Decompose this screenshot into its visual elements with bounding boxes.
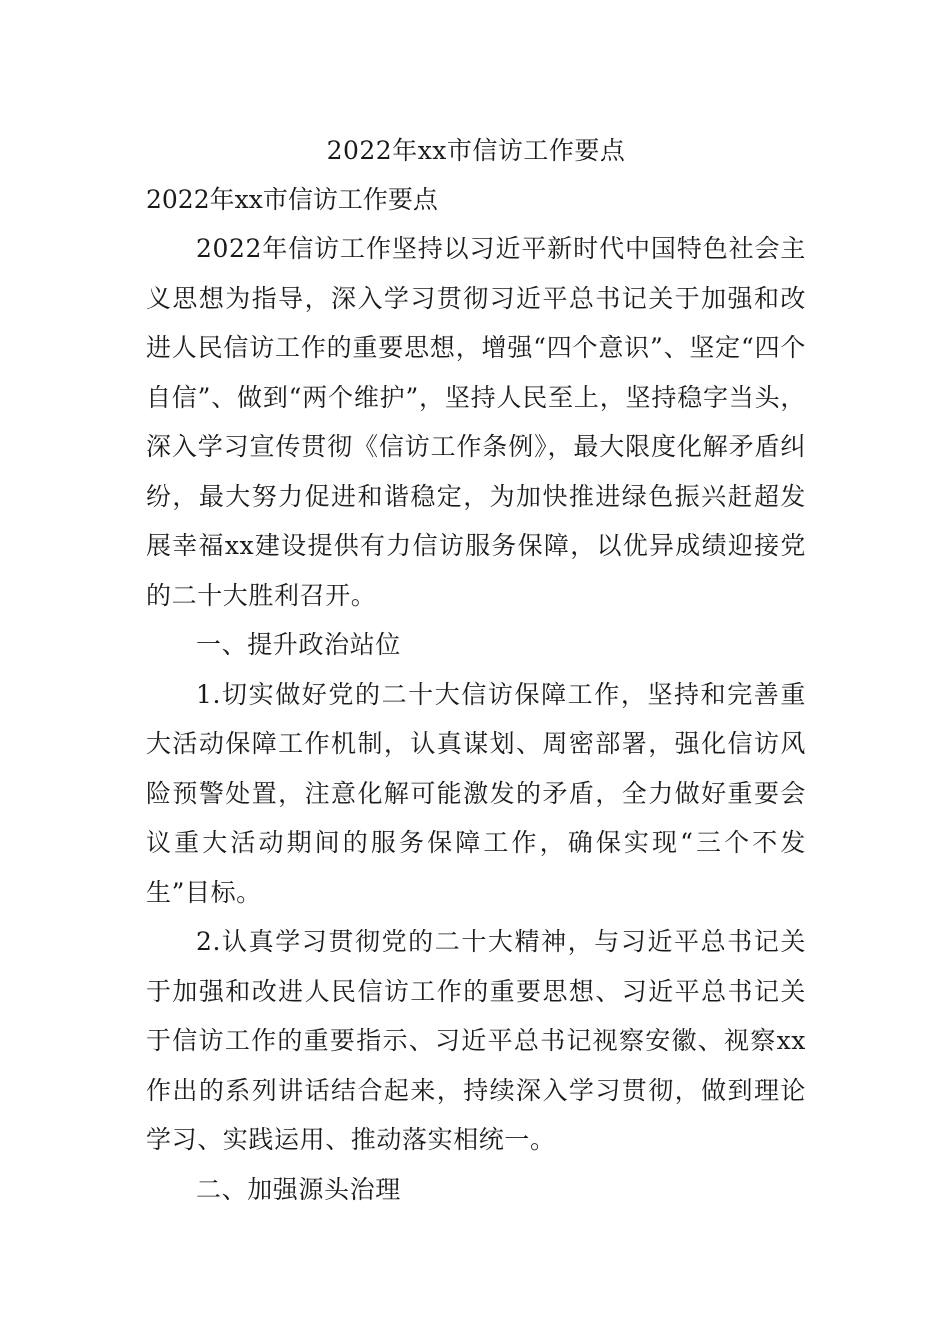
section-heading-1: 一、提升政治站位 xyxy=(196,630,401,659)
document-body xyxy=(146,126,806,1214)
item-paragraph-1: 1.切实做好党的二十大信访保障工作，坚持和完善重大活动保障工作机制，认真谋划、周密部署，强化信访风险预警处置，注意化解可能激发的矛盾，全力做好重要会议重大活动期间的服务保障工作，确保实现“三个不发生”目标。 xyxy=(146,679,806,907)
document-subtitle: 2022年xx市信访工作要点 xyxy=(146,185,438,214)
item-paragraph-2: 2.认真学习贯彻党的二十大精神，与习近平总书记关于加强和改进人民信访工作的重要思想、习近平总书记关于信访工作的重要指示、习近平总书记视察安徽、视察xx作出的系列讲话结合起来，持续深入学习贯彻，做到理论学习、实践运用、推动落实相统一。 xyxy=(146,927,806,1154)
intro-paragraph: 2022年信访工作坚持以习近平新时代中国特色社会主义思想为指导，深入学习贯彻习近平总书记关于加强和改进人民信访工作的重要思想，增强“四个意识”、坚定“四个自信”、做到“两个维护”，坚持人民至上，坚持稳字当头，深入学习宣传贯彻《信访工作条例》，最大限度化解矛盾纠纷，最大努力促进和谐稳定，为加快推进绿色振兴赶超发展幸福xx建设提供有力信访服务保障，以优异成绩迎接党的二十大胜利召开。 xyxy=(146,234,806,610)
document-title: 2022年xx市信访工作要点 xyxy=(326,136,626,165)
section-heading-2: 二、加强源头治理 xyxy=(196,1174,401,1204)
